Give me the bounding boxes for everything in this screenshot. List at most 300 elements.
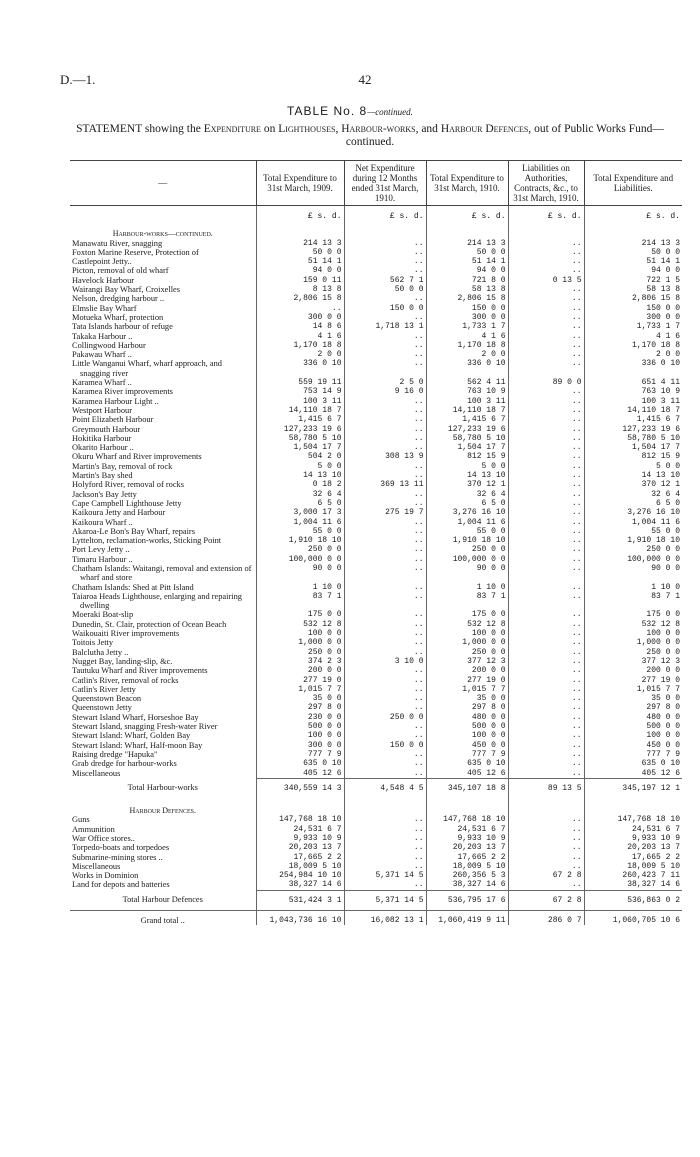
table-row bbox=[70, 452, 682, 461]
table-row bbox=[70, 880, 682, 890]
total-1910-cell: 20,203 13 7 bbox=[426, 843, 508, 852]
total-1909-cell: 5 0 0 bbox=[256, 462, 344, 471]
total-1910-cell: 562 4 11 bbox=[426, 378, 508, 387]
liabilities-cell: .. bbox=[508, 666, 584, 675]
total-1909-cell: 14 8 6 bbox=[256, 322, 344, 331]
table-row bbox=[70, 239, 682, 248]
net-expenditure-cell: 4,548 4 5 bbox=[344, 778, 426, 798]
statement-lighthouses: Lighthouses, Harbour-works, bbox=[278, 123, 419, 135]
row-label-text: Submarine-mining stores .. bbox=[72, 852, 163, 862]
total-1910-cell: 635 0 10 bbox=[426, 759, 508, 768]
total-with-liabilities-cell: 35 0 0 bbox=[584, 694, 682, 703]
total-1909-cell: 405 12 6 bbox=[256, 769, 344, 779]
row-label bbox=[70, 508, 256, 517]
row-label bbox=[70, 518, 256, 527]
liabilities-cell: .. bbox=[508, 853, 584, 862]
net-expenditure-cell: 308 13 9 bbox=[344, 452, 426, 461]
row-label bbox=[70, 676, 256, 685]
liabilities-cell: 286 0 7 bbox=[508, 911, 584, 926]
row-label-text: Total Harbour-works bbox=[127, 783, 198, 793]
total-1910-cell: 532 12 8 bbox=[426, 620, 508, 629]
total-with-liabilities-cell: 777 7 9 bbox=[584, 750, 682, 759]
total-1909-cell: 147,768 18 10 bbox=[256, 815, 344, 824]
table-row bbox=[70, 648, 682, 657]
page-number: 42 bbox=[358, 72, 372, 87]
document-code: D.—1. bbox=[60, 72, 96, 87]
total-1909-cell: 1 10 0 bbox=[256, 583, 344, 592]
row-label-text: Land for depots and batteries bbox=[72, 880, 170, 890]
net-expenditure-cell: 275 19 7 bbox=[344, 508, 426, 517]
total-1909-cell: 277 19 0 bbox=[256, 676, 344, 685]
table-row bbox=[70, 313, 682, 322]
total-1910-cell: 297 8 0 bbox=[426, 703, 508, 712]
total-1909-cell: 250 0 0 bbox=[256, 545, 344, 554]
row-label-text: Castlepoint Jetty.. bbox=[72, 257, 132, 267]
row-label bbox=[70, 555, 256, 564]
total-1909-cell: 55 0 0 bbox=[256, 527, 344, 536]
total-1910-cell: 55 0 0 bbox=[426, 527, 508, 536]
row-label bbox=[70, 694, 256, 703]
row-label bbox=[70, 434, 256, 443]
total-1910-cell: 127,233 19 6 bbox=[426, 425, 508, 434]
total-1909-cell: 2,806 15 8 bbox=[256, 294, 344, 303]
liabilities-cell: .. bbox=[508, 694, 584, 703]
total-with-liabilities-cell: 127,233 19 6 bbox=[584, 425, 682, 434]
row-label-text: Holyford River, removal of rocks bbox=[72, 480, 184, 490]
row-label bbox=[70, 285, 256, 294]
row-label bbox=[70, 629, 256, 638]
table-title bbox=[0, 104, 700, 118]
total-with-liabilities-cell: 1,004 11 6 bbox=[584, 518, 682, 527]
total-1909-cell: 214 13 3 bbox=[256, 239, 344, 248]
table-row bbox=[70, 276, 682, 285]
net-expenditure-cell: 2 5 0 bbox=[344, 378, 426, 387]
row-label bbox=[70, 499, 256, 508]
row-label bbox=[70, 350, 256, 359]
liabilities-cell: 89 13 5 bbox=[508, 778, 584, 798]
liabilities-cell: .. bbox=[508, 499, 584, 508]
liabilities-cell: .. bbox=[508, 387, 584, 396]
table-row bbox=[70, 713, 682, 722]
total-1909-cell: 127,233 19 6 bbox=[256, 425, 344, 434]
total-1909-cell: 2 0 0 bbox=[256, 350, 344, 359]
row-label bbox=[70, 341, 256, 350]
expenditure-table bbox=[70, 160, 682, 925]
liabilities-cell: .. bbox=[508, 266, 584, 275]
net-expenditure-cell: .. bbox=[344, 341, 426, 350]
liabilities-cell: .. bbox=[508, 397, 584, 406]
row-label bbox=[70, 583, 256, 592]
total-1909-cell: 175 0 0 bbox=[256, 610, 344, 619]
net-expenditure-cell: .. bbox=[344, 239, 426, 248]
table-row bbox=[70, 666, 682, 675]
total-1909-cell: 1,015 7 7 bbox=[256, 685, 344, 694]
liabilities-cell: .. bbox=[508, 508, 584, 517]
net-expenditure-cell: 5,371 14 5 bbox=[344, 890, 426, 910]
col-liabilities: Liabilities on Authorities, Contracts, &c., to 31st March, 1910. bbox=[508, 161, 584, 206]
total-with-liabilities-cell: 214 13 3 bbox=[584, 239, 682, 248]
total-with-liabilities-cell: 1,060,705 10 6 bbox=[584, 911, 682, 926]
row-label-text: Karamea Wharf .. bbox=[72, 378, 132, 388]
net-expenditure-cell: .. bbox=[344, 703, 426, 712]
total-1909-cell: 635 0 10 bbox=[256, 759, 344, 768]
row-label-text: Motueka Wharf, protection bbox=[72, 312, 164, 322]
total-1910-cell: 500 0 0 bbox=[426, 722, 508, 731]
row-label bbox=[70, 685, 256, 694]
total-1909-cell: 100 0 0 bbox=[256, 629, 344, 638]
total-1910-cell: 480 0 0 bbox=[426, 713, 508, 722]
row-label bbox=[70, 322, 256, 331]
statement-tail: out of Public Works Fund—continued. bbox=[345, 123, 664, 148]
table-row bbox=[70, 834, 682, 843]
liabilities-cell: .. bbox=[508, 415, 584, 424]
net-expenditure-cell: 150 0 0 bbox=[344, 304, 426, 313]
row-label bbox=[70, 332, 256, 341]
net-expenditure-cell: .. bbox=[344, 359, 426, 378]
net-expenditure-cell: .. bbox=[344, 638, 426, 647]
total-1910-cell: 2,806 15 8 bbox=[426, 294, 508, 303]
money-unit-label: £ s. d. bbox=[256, 206, 344, 222]
total-with-liabilities-cell: 297 8 0 bbox=[584, 703, 682, 712]
row-label-text: Total Harbour Defences bbox=[122, 895, 203, 905]
net-expenditure-cell: .. bbox=[344, 610, 426, 619]
row-label-text: Westport Harbour bbox=[72, 405, 133, 415]
row-label-text: Ammunition bbox=[72, 824, 115, 834]
row-label-text: Raising dredge "Hapuka" bbox=[72, 749, 158, 759]
row-label bbox=[70, 378, 256, 387]
total-1909-cell: 1,910 18 10 bbox=[256, 536, 344, 545]
section-spacer bbox=[256, 798, 344, 815]
net-expenditure-cell: 9 16 0 bbox=[344, 387, 426, 396]
total-with-liabilities-cell: 405 12 6 bbox=[584, 769, 682, 779]
row-label bbox=[70, 257, 256, 266]
row-label-text: Takaka Harbour .. bbox=[72, 331, 133, 341]
liabilities-cell: .. bbox=[508, 834, 584, 843]
total-1910-cell: 1,060,419 9 11 bbox=[426, 911, 508, 926]
table-row bbox=[70, 629, 682, 638]
row-label-text: Stewart Island: Wharf, Half-moon Bay bbox=[72, 740, 203, 750]
total-1909-cell: 90 0 0 bbox=[256, 564, 344, 583]
net-expenditure-cell: .. bbox=[344, 648, 426, 657]
total-with-liabilities-cell: 9,933 10 9 bbox=[584, 834, 682, 843]
row-label bbox=[70, 750, 256, 759]
row-label bbox=[70, 741, 256, 750]
liabilities-cell: .. bbox=[508, 759, 584, 768]
table-row bbox=[70, 480, 682, 489]
table-row bbox=[70, 620, 682, 629]
total-1909-cell: 777 7 9 bbox=[256, 750, 344, 759]
section-spacer bbox=[508, 221, 584, 238]
net-expenditure-cell: .. bbox=[344, 853, 426, 862]
col-total-with-liabilities: Total Expenditure and Liabilities. bbox=[584, 161, 682, 206]
net-expenditure-cell: 5,371 14 5 bbox=[344, 871, 426, 880]
total-with-liabilities-cell: 450 0 0 bbox=[584, 741, 682, 750]
total-with-liabilities-cell: 300 0 0 bbox=[584, 313, 682, 322]
liabilities-cell: .. bbox=[508, 322, 584, 331]
net-expenditure-cell: .. bbox=[344, 350, 426, 359]
total-1909-cell: 1,004 11 6 bbox=[256, 518, 344, 527]
liabilities-cell: .. bbox=[508, 452, 584, 461]
row-label-text: Tata Islands harbour of refuge bbox=[72, 322, 173, 332]
table-row bbox=[70, 536, 682, 545]
total-with-liabilities-cell: 277 19 0 bbox=[584, 676, 682, 685]
section-spacer bbox=[426, 798, 508, 815]
total-with-liabilities-cell: 3,276 16 10 bbox=[584, 508, 682, 517]
total-defences-row bbox=[70, 890, 682, 910]
row-label-text: Kaikoura Wharf .. bbox=[72, 517, 133, 527]
row-label bbox=[70, 638, 256, 647]
total-1910-cell: 100 3 11 bbox=[426, 397, 508, 406]
table-row bbox=[70, 341, 682, 350]
total-1910-cell: 18,009 5 10 bbox=[426, 862, 508, 871]
row-label-text: Wairangi Bay Wharf, Croixelles bbox=[72, 285, 181, 295]
liabilities-cell: .. bbox=[508, 248, 584, 257]
total-1910-cell: 370 12 1 bbox=[426, 480, 508, 489]
row-label-text: Martin's Bay shed bbox=[72, 471, 133, 481]
section-spacer bbox=[426, 221, 508, 238]
total-with-liabilities-cell: 1,170 18 8 bbox=[584, 341, 682, 350]
total-1910-cell: 1,910 18 10 bbox=[426, 536, 508, 545]
total-with-liabilities-cell: 51 14 1 bbox=[584, 257, 682, 266]
table-row bbox=[70, 378, 682, 387]
total-1910-cell: 2 0 0 bbox=[426, 350, 508, 359]
total-with-liabilities-cell: 14,110 18 7 bbox=[584, 406, 682, 415]
table-title-suffix: —continued. bbox=[367, 107, 413, 117]
total-1910-cell: 17,665 2 2 bbox=[426, 853, 508, 862]
total-1910-cell: 377 12 3 bbox=[426, 657, 508, 666]
total-1909-cell: 1,043,736 16 10 bbox=[256, 911, 344, 926]
net-expenditure-cell: .. bbox=[344, 518, 426, 527]
total-1909-cell: 20,203 13 7 bbox=[256, 843, 344, 852]
total-1910-cell: 250 0 0 bbox=[426, 545, 508, 554]
row-label-text: Nelson, dredging harbour .. bbox=[72, 294, 165, 304]
row-label bbox=[70, 853, 256, 862]
row-label-text: Karamea Harbour Light .. bbox=[72, 396, 159, 406]
total-1910-cell: 260,356 5 3 bbox=[426, 871, 508, 880]
total-1910-cell: 5 0 0 bbox=[426, 462, 508, 471]
net-expenditure-cell: .. bbox=[344, 425, 426, 434]
row-label bbox=[70, 911, 256, 926]
liabilities-cell: .. bbox=[508, 406, 584, 415]
total-1909-cell: 200 0 0 bbox=[256, 666, 344, 675]
table-row bbox=[70, 266, 682, 275]
total-1909-cell: 3,000 17 3 bbox=[256, 508, 344, 517]
liabilities-cell: .. bbox=[508, 862, 584, 871]
net-expenditure-cell: .. bbox=[344, 294, 426, 303]
row-label-text: Cape Campbell Lighthouse Jetty bbox=[72, 498, 182, 508]
net-expenditure-cell: .. bbox=[344, 834, 426, 843]
row-label bbox=[70, 759, 256, 768]
liabilities-cell: .. bbox=[508, 490, 584, 499]
liabilities-cell: .. bbox=[508, 332, 584, 341]
total-1910-cell: 1,504 17 7 bbox=[426, 443, 508, 452]
total-1910-cell: 1,004 11 6 bbox=[426, 518, 508, 527]
net-expenditure-cell: .. bbox=[344, 490, 426, 499]
row-label bbox=[70, 843, 256, 852]
section-heading-row bbox=[70, 798, 682, 815]
table-row bbox=[70, 583, 682, 592]
table-row bbox=[70, 750, 682, 759]
row-label-text: Nugget Bay, landing-slip, &c. bbox=[72, 656, 173, 666]
total-1910-cell: 777 7 9 bbox=[426, 750, 508, 759]
money-unit-label: £ s. d. bbox=[344, 206, 426, 222]
total-1909-cell: 531,424 3 1 bbox=[256, 890, 344, 910]
row-label-text: Stewart Island, snagging Fresh-water River bbox=[72, 722, 218, 732]
table-row bbox=[70, 518, 682, 527]
row-label bbox=[70, 387, 256, 396]
table-row bbox=[70, 769, 682, 779]
row-label-text: Collingwood Harbour bbox=[72, 340, 146, 350]
total-with-liabilities-cell: 50 0 0 bbox=[584, 248, 682, 257]
row-label-text: Waikouaiti River improvements bbox=[72, 629, 180, 639]
total-1909-cell: 6 5 0 bbox=[256, 499, 344, 508]
grand-total-row bbox=[70, 911, 682, 926]
total-with-liabilities-cell: 1,733 1 7 bbox=[584, 322, 682, 331]
liabilities-cell: .. bbox=[508, 555, 584, 564]
total-with-liabilities-cell: 20,203 13 7 bbox=[584, 843, 682, 852]
total-1909-cell: 1,504 17 7 bbox=[256, 443, 344, 452]
total-1910-cell: 200 0 0 bbox=[426, 666, 508, 675]
total-1909-cell: 18,009 5 10 bbox=[256, 862, 344, 871]
column-header-row bbox=[70, 161, 682, 206]
liabilities-cell: 89 0 0 bbox=[508, 378, 584, 387]
total-1909-cell: 17,665 2 2 bbox=[256, 853, 344, 862]
total-1910-cell: 1,015 7 7 bbox=[426, 685, 508, 694]
table-row bbox=[70, 332, 682, 341]
liabilities-cell: .. bbox=[508, 564, 584, 583]
total-1910-cell: 14 13 10 bbox=[426, 471, 508, 480]
table-row bbox=[70, 285, 682, 294]
total-with-liabilities-cell: 55 0 0 bbox=[584, 527, 682, 536]
statement-defences: Harbour Defences, bbox=[440, 123, 532, 135]
total-1909-cell: 14 13 10 bbox=[256, 471, 344, 480]
table-row bbox=[70, 564, 682, 583]
net-expenditure-cell: .. bbox=[344, 443, 426, 452]
liabilities-cell: .. bbox=[508, 359, 584, 378]
total-1910-cell: 345,107 18 8 bbox=[426, 778, 508, 798]
total-1910-cell: 763 10 9 bbox=[426, 387, 508, 396]
total-with-liabilities-cell: 763 10 9 bbox=[584, 387, 682, 396]
row-label-text: Havelock Harbour bbox=[72, 275, 135, 285]
liabilities-cell: .. bbox=[508, 741, 584, 750]
row-label-text: Catlin's River Jetty bbox=[72, 684, 136, 694]
row-label bbox=[70, 610, 256, 619]
net-expenditure-cell: .. bbox=[344, 880, 426, 890]
statement-lead: STATEMENT showing the bbox=[76, 123, 201, 135]
net-expenditure-cell: .. bbox=[344, 555, 426, 564]
total-1910-cell: 175 0 0 bbox=[426, 610, 508, 619]
net-expenditure-cell: .. bbox=[344, 499, 426, 508]
total-with-liabilities-cell: 2 0 0 bbox=[584, 350, 682, 359]
section-heading-row bbox=[70, 221, 682, 238]
row-label bbox=[70, 657, 256, 666]
liabilities-cell: .. bbox=[508, 527, 584, 536]
row-label bbox=[70, 871, 256, 880]
liabilities-cell: .. bbox=[508, 313, 584, 322]
total-with-liabilities-cell: 58 13 8 bbox=[584, 285, 682, 294]
net-expenditure-cell: .. bbox=[344, 536, 426, 545]
total-1910-cell: 721 8 0 bbox=[426, 276, 508, 285]
col-total-1910: Total Expenditure to 31st March, 1910. bbox=[426, 161, 508, 206]
table-row bbox=[70, 508, 682, 517]
total-1909-cell: 51 14 1 bbox=[256, 257, 344, 266]
table-row bbox=[70, 499, 682, 508]
row-label bbox=[70, 648, 256, 657]
total-1910-cell: 3,276 16 10 bbox=[426, 508, 508, 517]
total-1909-cell: 250 0 0 bbox=[256, 648, 344, 657]
page-header bbox=[60, 72, 670, 92]
total-with-liabilities-cell: 147,768 18 10 bbox=[584, 815, 682, 824]
total-1910-cell: 6 5 0 bbox=[426, 499, 508, 508]
table-row bbox=[70, 657, 682, 666]
table-body bbox=[70, 206, 682, 926]
row-label bbox=[70, 425, 256, 434]
net-expenditure-cell: .. bbox=[344, 666, 426, 675]
liabilities-cell: .. bbox=[508, 825, 584, 834]
table-row bbox=[70, 731, 682, 740]
row-label-text: War Office stores.. bbox=[72, 834, 135, 843]
table-row bbox=[70, 527, 682, 536]
total-with-liabilities-cell: 32 6 4 bbox=[584, 490, 682, 499]
total-with-liabilities-cell: 100 0 0 bbox=[584, 731, 682, 740]
net-expenditure-cell: .. bbox=[344, 843, 426, 852]
liabilities-cell: .. bbox=[508, 239, 584, 248]
row-label-text: Martin's Bay, removal of rock bbox=[72, 461, 173, 471]
row-label bbox=[70, 769, 256, 779]
total-1909-cell: 532 12 8 bbox=[256, 620, 344, 629]
money-unit-blank bbox=[70, 206, 256, 222]
row-label-text: Grab dredge for harbour-works bbox=[72, 759, 177, 769]
row-label bbox=[70, 276, 256, 285]
total-with-liabilities-cell: 100 3 11 bbox=[584, 397, 682, 406]
net-expenditure-cell: .. bbox=[344, 629, 426, 638]
row-label-text: Karamea River improvements bbox=[72, 387, 173, 397]
total-1910-cell: 405 12 6 bbox=[426, 769, 508, 779]
row-label bbox=[70, 536, 256, 545]
liabilities-cell: .. bbox=[508, 620, 584, 629]
section-heading: Harbour Defences. bbox=[129, 806, 197, 816]
liabilities-cell: .. bbox=[508, 471, 584, 480]
table-row bbox=[70, 685, 682, 694]
liabilities-cell: .. bbox=[508, 843, 584, 852]
total-1910-cell: 38,327 14 6 bbox=[426, 880, 508, 890]
total-1910-cell: 214 13 3 bbox=[426, 239, 508, 248]
total-with-liabilities-cell: 100 0 0 bbox=[584, 629, 682, 638]
total-with-liabilities-cell: 58,780 5 10 bbox=[584, 434, 682, 443]
total-1910-cell: 1,415 6 7 bbox=[426, 415, 508, 424]
net-expenditure-cell: .. bbox=[344, 694, 426, 703]
row-label-text: Akaroa-Le Bon's Bay Wharf, repairs bbox=[72, 526, 195, 536]
row-label-text: Jackson's Bay Jetty bbox=[72, 489, 137, 499]
total-1910-cell: 1 10 0 bbox=[426, 583, 508, 592]
table-row bbox=[70, 471, 682, 480]
liabilities-cell: .. bbox=[508, 676, 584, 685]
row-label bbox=[70, 490, 256, 499]
total-1909-cell: 374 2 3 bbox=[256, 657, 344, 666]
table-row bbox=[70, 759, 682, 768]
table-row bbox=[70, 397, 682, 406]
table-row bbox=[70, 434, 682, 443]
total-with-liabilities-cell: 6 5 0 bbox=[584, 499, 682, 508]
net-expenditure-cell: .. bbox=[344, 759, 426, 768]
col-description: — bbox=[70, 161, 256, 206]
row-label bbox=[70, 545, 256, 554]
total-1909-cell: 753 14 9 bbox=[256, 387, 344, 396]
liabilities-cell: .. bbox=[508, 304, 584, 313]
row-label-text: Stewart Island: Wharf, Golden Bay bbox=[72, 731, 191, 741]
row-label-text: Foxton Marine Reserve, Protection of bbox=[72, 247, 199, 257]
row-label bbox=[70, 620, 256, 629]
